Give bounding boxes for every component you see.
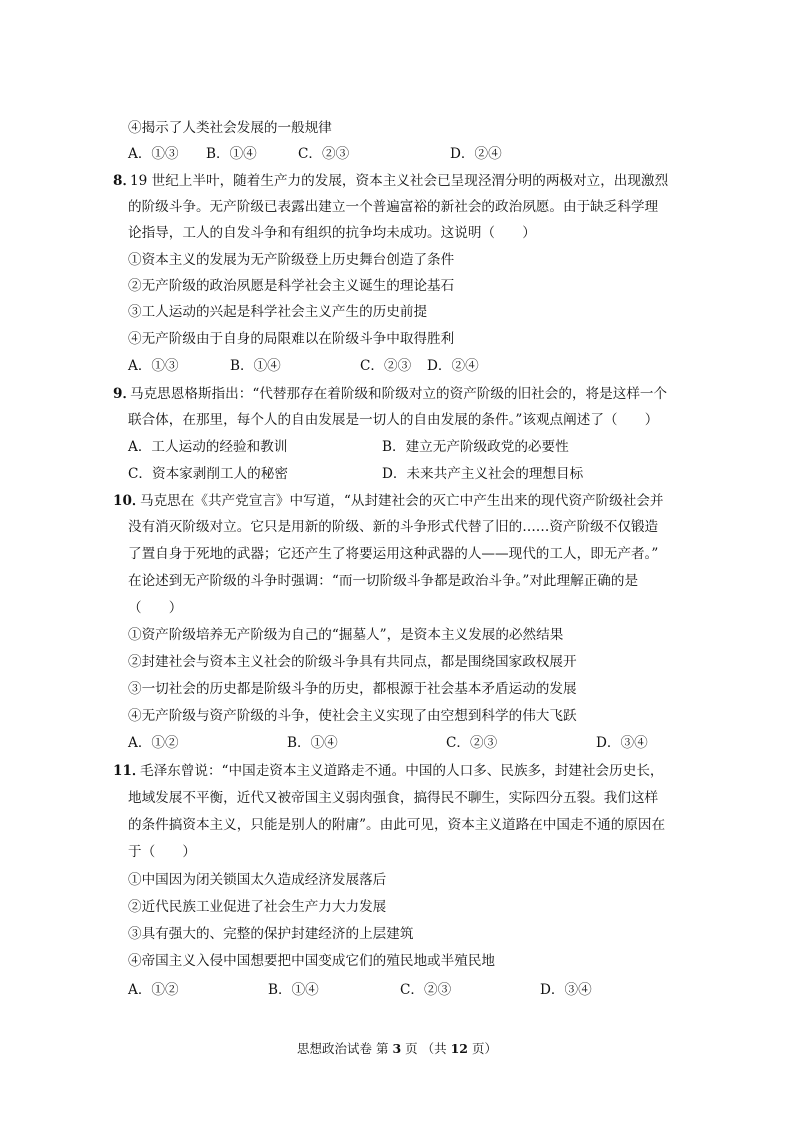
q11-number: 11． [113,763,146,779]
q10-statement-3: ③一切社会的历史都是阶级斗争的历史，都根源于社会基本矛盾运动的发展 [128,681,577,697]
q11-option-d: D．③④ [540,982,592,998]
q11-option-b: B．①④ [268,982,319,998]
footer-suffix: 页） [472,1041,498,1056]
q8-stem-line: 的阶级斗争。无产阶级已表露出建立一个普遍富裕的新社会的政治夙愿。由于缺乏科学理 [128,199,659,215]
q10-option-a: A．①② [128,735,179,751]
footer-mid: 页 （共 [405,1041,447,1056]
q10-statement-1: ①资产阶级培养无产阶级为自己的“掘墓人”，是资本主义发展的必然结果 [128,627,564,643]
q10-stem-line: 马克思在《共产党宣言》中写道，“从封建社会的灭亡中产生出来的现代资产阶级社会并 [140,493,664,509]
q9-option-d: D．未来共产主义社会的理想目标 [382,466,584,482]
q8-statement-3: ③工人运动的兴起是科学社会主义产生的历史前提 [128,304,428,320]
q10-option-d: D．③④ [596,735,648,751]
footer-total-pages: 12 [450,1041,469,1056]
q11-statement-3: ③具有强大的、完整的保护封建经济的上层建筑 [128,926,414,942]
q11-option-c: C．②③ [400,982,452,998]
q8-option-c: C．②③ [360,358,412,374]
q10-stem-line: 在论述到无产阶级的斗争时强调：“而一切阶级斗争都是政治斗争。”对此理解正确的是 [128,573,639,589]
q10-stem-line: 没有消灭阶级对立。它只是用新的阶级、新的斗争形式代替了旧的……资产阶级不仅锻造 [128,519,659,535]
q10-statement-2: ②封建社会与资本主义社会的阶级斗争具有共同点，都是围绕国家政权展开 [128,654,577,670]
q8-statement-2: ②无产阶级的政治夙愿是科学社会主义诞生的理论基石 [128,278,455,294]
q10-option-b: B．①④ [287,735,338,751]
q10-number: 10． [113,493,146,509]
q11-statement-1: ①中国因为闭关锁国太久造成经济发展落后 [128,872,387,888]
q8-statement-1: ①资本主义的发展为无产阶级登上历史舞台创造了条件 [128,252,455,268]
q7-option-b: B．①④ [206,146,257,162]
q8-option-d: D．②④ [427,358,479,374]
q8-option-b: B．①④ [230,358,281,374]
q9-option-a: A．工人运动的经验和教训 [128,439,288,455]
q8-option-a: A．①③ [128,358,179,374]
q7-option-c: C．②③ [298,146,350,162]
q11-stem-line: 于（ ） [128,844,196,860]
footer-page-number: 3 [392,1041,402,1056]
q9-number: 9． [113,386,137,402]
footer-prefix: 思想政治试卷 第 [296,1041,389,1056]
q10-stem-line: （ ） [128,600,183,616]
q11-stem-line: 的条件搞资本主义，只能是别人的附庸”。由此可见，资本主义道路在中国走不通的原因在 [128,817,666,833]
q7-option-a: A．①③ [128,146,179,162]
q11-statement-2: ②近代民族工业促进了社会生产力大力发展 [128,899,387,915]
q11-stem-line: 毛泽东曾说：“中国走资本主义道路走不通。中国的人口多、民族多，封建社会历史长， [140,763,664,779]
q7-statement-4: ④揭示了人类社会发展的一般规律 [128,120,332,136]
q9-option-c: C．资本家剥削工人的秘密 [128,466,288,482]
q8-stem-line: 论指导，工人的自发斗争和有组织的抗争均未成功。这说明（ ） [128,225,536,241]
q10-statement-4: ④无产阶级与资产阶级的斗争，使社会主义实现了由空想到科学的伟大飞跃 [128,708,577,724]
q10-option-c: C．②③ [446,735,498,751]
q11-option-a: A．①② [128,982,179,998]
q8-stem-line: 19 世纪上半叶，随着生产力的发展，资本主义社会已呈现泾渭分明的两极对立，出现激烈 [130,173,669,189]
q8-statement-4: ④无产阶级由于自身的局限难以在阶级斗争中取得胜利 [128,331,455,347]
q7-option-d: D．②④ [450,146,502,162]
q9-stem-line: 联合体，在那里，每个人的自由发展是一切人的自由发展的条件。”该观点阐述了（ ） [128,412,659,428]
q9-stem-line: 马克思恩格斯指出：“代替那存在着阶级和阶级对立的资产阶级的旧社会的，将是这样一个 [130,386,668,402]
q9-option-b: B．建立无产阶级政党的必要性 [382,439,569,455]
page-footer [0,1040,794,1058]
q10-stem-line: 了置自身于死地的武器；它还产生了将要运用这种武器的人——现代的工人，即无产者。” [128,546,659,562]
q11-stem-line: 地域发展不平衡，近代又被帝国主义弱肉强食，搞得民不聊生，实际四分五裂。我们这样 [128,790,659,806]
q11-statement-4: ④帝国主义入侵中国想要把中国变成它们的殖民地或半殖民地 [128,953,496,969]
q8-number: 8． [113,173,137,189]
